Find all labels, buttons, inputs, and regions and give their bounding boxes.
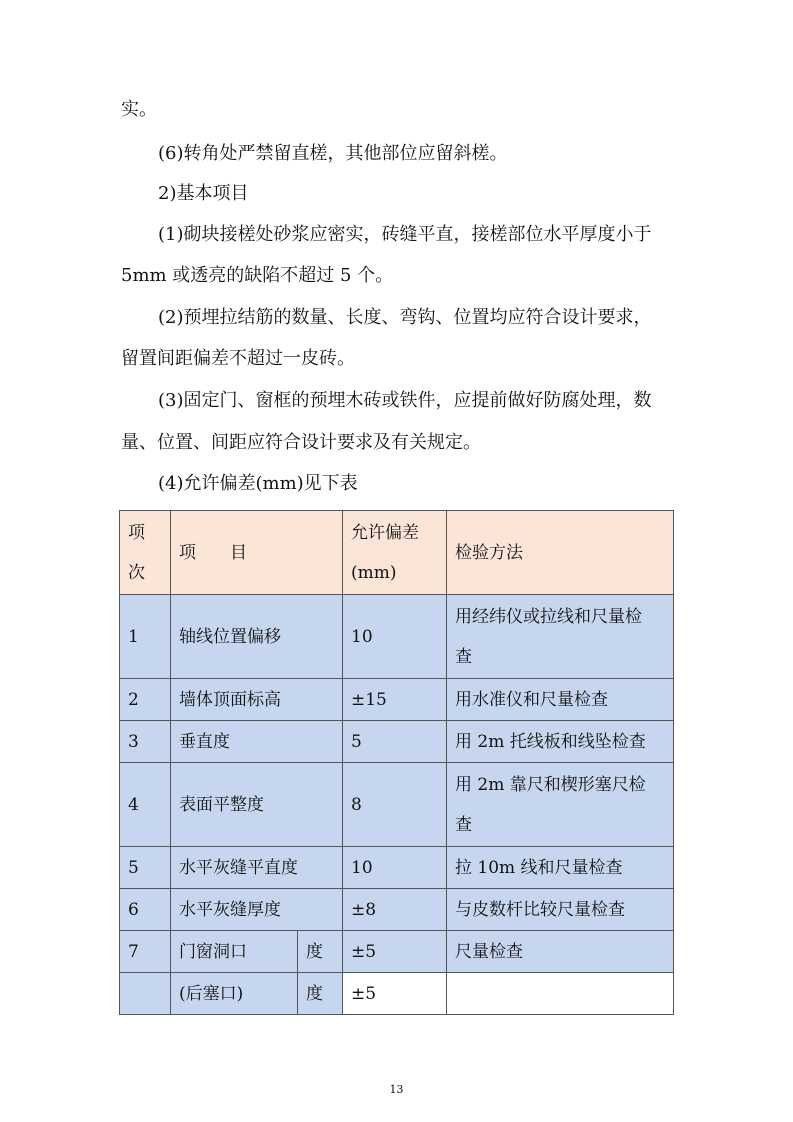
row-unit: 度: [298, 973, 343, 1015]
row-item: 垂直度: [171, 721, 343, 763]
header-deviation: 允许偏差 (mm): [343, 511, 447, 595]
paragraph-line: (6)转角处严禁留直槎，其他部位应留斜槎。: [158, 143, 508, 164]
row-method: 尺量检查: [447, 931, 674, 973]
paragraph-line: (3)固定门、窗框的预埋木砖或铁件，应提前做好防腐处理，数: [158, 390, 652, 411]
row-no: 1: [120, 595, 171, 679]
table-row: [120, 931, 674, 973]
row-deviation: 5: [343, 721, 447, 763]
table-row: [120, 889, 674, 931]
row-deviation: ±15: [343, 679, 447, 721]
row-no: 5: [120, 847, 171, 889]
row-method: 与皮数杆比较尺量检查: [447, 889, 674, 931]
row-item: 墙体顶面标高: [171, 679, 343, 721]
row-no: [120, 973, 171, 1015]
table-row: [120, 595, 674, 679]
header-method: 检验方法: [447, 511, 674, 595]
header-no: 项 次: [120, 511, 171, 595]
page-number: 13: [389, 1083, 404, 1096]
row-item: 水平灰缝厚度: [171, 889, 343, 931]
row-item: 水平灰缝平直度: [171, 847, 343, 889]
row-deviation: ±8: [343, 889, 447, 931]
row-method: [447, 973, 674, 1015]
row-no: 3: [120, 721, 171, 763]
table-row: [120, 763, 674, 847]
row-unit: 度: [298, 931, 343, 973]
tolerance-table: [119, 510, 674, 1015]
row-no: 6: [120, 889, 171, 931]
table-row: [120, 973, 674, 1015]
row-item: 门窗洞口: [171, 931, 298, 973]
header-item: 项 目: [171, 511, 343, 595]
paragraph-line: 留置间距偏差不超过一皮砖。: [121, 348, 355, 369]
table-header-row: [120, 511, 674, 595]
table-row: [120, 679, 674, 721]
row-item: (后塞口): [171, 973, 298, 1015]
row-method: 用 2m 托线板和线坠检查: [447, 721, 674, 763]
row-item: 表面平整度: [171, 763, 343, 847]
row-deviation: 10: [343, 595, 447, 679]
table-row: [120, 847, 674, 889]
section-heading: 2)基本项目: [158, 183, 249, 204]
row-no: 4: [120, 763, 171, 847]
paragraph-line: 实。: [121, 99, 157, 120]
row-deviation: ±5: [343, 931, 447, 973]
row-method: 用经纬仪或拉线和尺量检 查: [447, 595, 674, 679]
row-method: 拉 10m 线和尺量检查: [447, 847, 674, 889]
table-row: [120, 721, 674, 763]
paragraph-line: 量、位置、间距应符合设计要求及有关规定。: [121, 432, 481, 453]
row-deviation: 8: [343, 763, 447, 847]
paragraph-line: (2)预埋拉结筋的数量、长度、弯钩、位置均应符合设计要求，: [158, 307, 652, 328]
row-no: 7: [120, 931, 171, 973]
row-item: 轴线位置偏移: [171, 595, 343, 679]
paragraph-line: 5mm 或透亮的缺陷不超过 5 个。: [121, 265, 394, 286]
row-method: 用水准仪和尺量检查: [447, 679, 674, 721]
row-no: 2: [120, 679, 171, 721]
row-deviation: 10: [343, 847, 447, 889]
paragraph-line: (4)允许偏差(mm)见下表: [158, 473, 358, 494]
row-deviation: ±5: [343, 973, 447, 1015]
paragraph-line: (1)砌块接槎处砂浆应密实，砖缝平直，接槎部位水平厚度小于: [158, 224, 652, 245]
row-method: 用 2m 靠尺和楔形塞尺检 查: [447, 763, 674, 847]
